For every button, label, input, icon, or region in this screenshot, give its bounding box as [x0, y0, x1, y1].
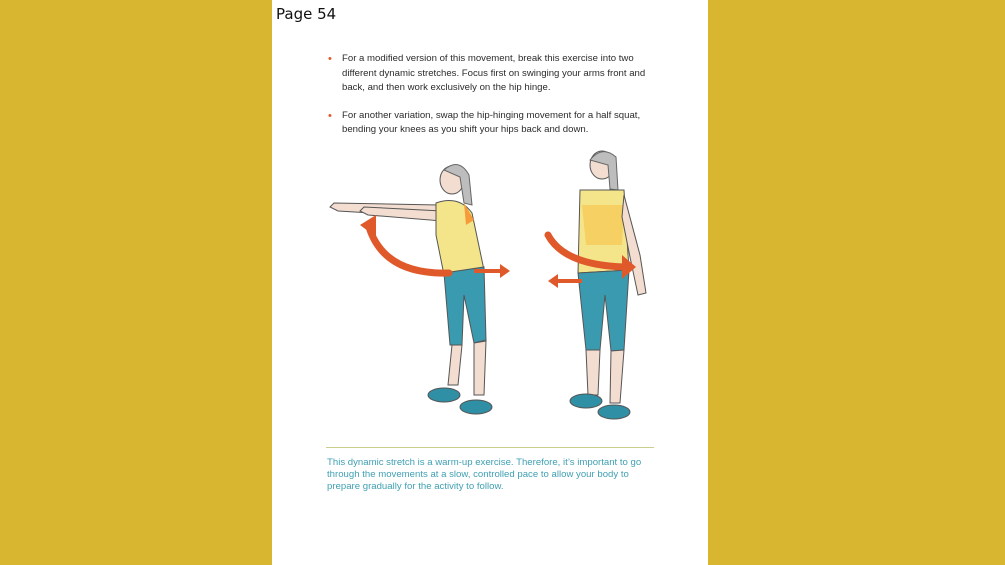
- divider: [326, 447, 654, 448]
- shoe: [428, 388, 460, 402]
- torso: [436, 201, 484, 275]
- shoe: [570, 394, 602, 408]
- page-number-label: Page 54: [276, 5, 337, 23]
- leg: [586, 350, 600, 395]
- bullet-list: [326, 52, 646, 151]
- note-text: This dynamic stretch is a warm-up exercise. Therefore, it’s important to go through the movements at a slow, controlled pace to allow your body to prepare gradually for the activity to follow.: [327, 457, 642, 492]
- arrowhead: [500, 264, 510, 278]
- leg: [474, 341, 486, 395]
- exercise-illustration: [324, 145, 664, 435]
- figure-upright: [548, 151, 646, 419]
- bullet-dot-icon: •: [328, 109, 332, 122]
- bullet-text: For a modified version of this movement, break this exercise into two different dynamic stretches. Focus first on swinging your arms front and back, and then work exclusively on the hip hinge.: [342, 53, 646, 93]
- shoe: [598, 405, 630, 419]
- leg: [610, 350, 624, 403]
- arrowhead: [548, 274, 558, 288]
- bullet-text: For another variation, swap the hip-hinging movement for a half squat, bending your knees as you shift your hips back and down.: [342, 109, 641, 135]
- leg: [448, 345, 462, 385]
- list-item: [326, 52, 646, 96]
- document-page: [272, 0, 708, 565]
- shoe: [460, 400, 492, 414]
- bullet-dot-icon: •: [328, 53, 332, 65]
- pants: [578, 270, 629, 351]
- figure-hip-hinge: [330, 165, 510, 414]
- muscle-highlight: [582, 205, 624, 245]
- list-item: [326, 109, 646, 138]
- pants: [444, 267, 486, 345]
